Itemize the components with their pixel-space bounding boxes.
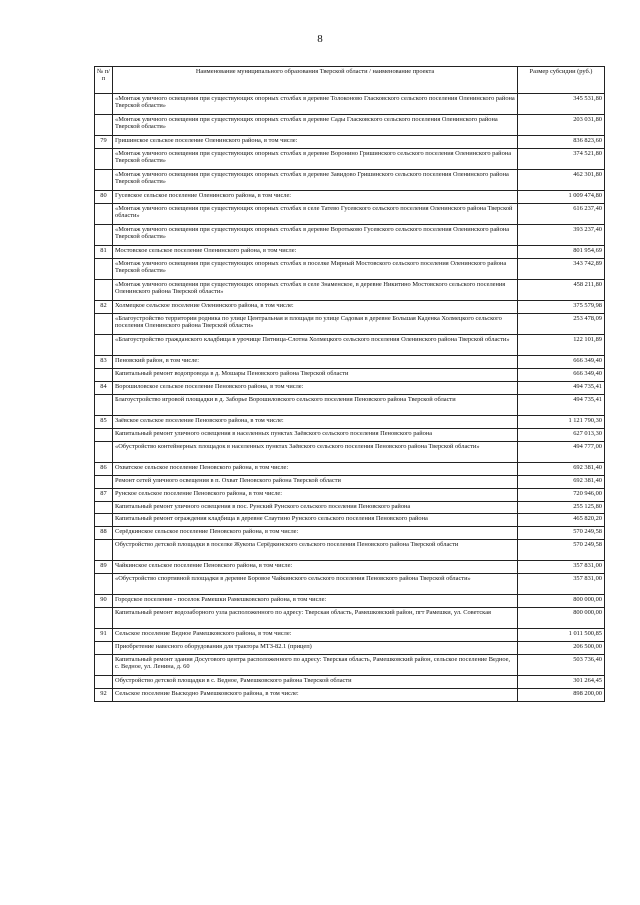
table-row xyxy=(95,94,605,115)
row-name: Серёдкинское сельское поселение Пеновского района, в том числе: xyxy=(113,527,518,540)
row-name: «Монтаж уличного освещения при существующих опорных столбах в деревне Воротьково Гусевского сельского поселения Оленинского района Тверской области» xyxy=(113,225,518,246)
table-row xyxy=(95,595,605,608)
row-number xyxy=(95,676,113,689)
row-amount: 357 831,00 xyxy=(518,561,605,574)
row-number: 85 xyxy=(95,416,113,429)
row-amount: 458 211,80 xyxy=(518,280,605,301)
row-name: Городское поселение - поселок Рамешки Рамешковского района, в том числе: xyxy=(113,595,518,608)
row-name: Ворошиловское сельское поселение Пеновского района, в том числе: xyxy=(113,382,518,395)
row-name: «Монтаж уличного освещения при существующих опорных столбах в деревне Толоконово Гласковского сельского поселения Оленинского района Тверской области» xyxy=(113,94,518,115)
table-row xyxy=(95,608,605,629)
row-amount: 627 013,30 xyxy=(518,429,605,442)
row-number xyxy=(95,225,113,246)
row-amount: 253 478,09 xyxy=(518,314,605,335)
row-number: 82 xyxy=(95,301,113,314)
row-number: 80 xyxy=(95,191,113,204)
row-name: Приобретение навесного оборудования для трактора МТЗ-82.1 (прицеп) xyxy=(113,642,518,655)
row-amount: 800 000,00 xyxy=(518,608,605,629)
table-row xyxy=(95,527,605,540)
row-number xyxy=(95,655,113,676)
row-amount: 720 946,00 xyxy=(518,489,605,502)
row-name: «Благоустройство гражданского кладбища в урочище Пятница-Слотна Холмецкого сельского поселения Оленинского района Тверской области» xyxy=(113,335,518,356)
row-amount: 666 349,40 xyxy=(518,356,605,369)
row-name: Заёвское сельское поселение Пеновского района, в том числе: xyxy=(113,416,518,429)
row-number xyxy=(95,94,113,115)
row-number: 89 xyxy=(95,561,113,574)
row-number: 87 xyxy=(95,489,113,502)
row-amount: 666 349,40 xyxy=(518,369,605,382)
row-amount: 122 101,89 xyxy=(518,335,605,356)
row-amount: 343 742,89 xyxy=(518,259,605,280)
table-row xyxy=(95,170,605,191)
row-number xyxy=(95,642,113,655)
row-number xyxy=(95,429,113,442)
row-name: Обустройство детской площадки в с. Ведное, Рамешковского района Тверской области xyxy=(113,676,518,689)
row-name: «Монтаж уличного освещения при существующих опорных столбах в деревне Воронино Гришинского сельского поселения Оленинского района Тверской области» xyxy=(113,149,518,170)
table-row xyxy=(95,259,605,280)
header-number: № п/п xyxy=(95,67,113,94)
table-row xyxy=(95,463,605,476)
row-name: Гусевское сельское поселение Оленинского района, в том числе: xyxy=(113,191,518,204)
row-name: «Монтаж уличного освещения при существующих опорных столбах в деревне Сады Гласковского сельского поселения Оленинского района Тверской области» xyxy=(113,115,518,136)
table-row xyxy=(95,561,605,574)
row-amount: 692 381,40 xyxy=(518,463,605,476)
row-name: Капитальный ремонт уличного освещения в пос. Рунский Рунского сельского поселения Пеновского района xyxy=(113,502,518,514)
row-number: 81 xyxy=(95,246,113,259)
row-amount: 301 264,45 xyxy=(518,676,605,689)
row-name: «Монтаж уличного освещения при существующих опорных столбах в поселке Мирный Мостовского сельского поселения Оленинского района Тверской области» xyxy=(113,259,518,280)
table-row xyxy=(95,489,605,502)
table-row xyxy=(95,476,605,489)
row-name: Капитальный ремонт водопровода в д. Мошары Пеновского района Тверской области xyxy=(113,369,518,382)
row-number xyxy=(95,314,113,335)
table-row xyxy=(95,416,605,429)
row-amount: 203 031,80 xyxy=(518,115,605,136)
row-name: Чайкинское сельское поселение Пеновского района, в том числе: xyxy=(113,561,518,574)
row-number xyxy=(95,574,113,595)
row-name: Благоустройство игровой площадки в д. Заборье Ворошиловского сельского поселения Пеновского района Тверской области xyxy=(113,395,518,416)
table-row xyxy=(95,502,605,514)
row-name: Холмецкое сельское поселение Оленинского района, в том числе: xyxy=(113,301,518,314)
row-name: «Обустройство контейнерных площадок в населенных пунктах Заёвского сельского поселения Пеновского района Тверской области» xyxy=(113,442,518,463)
row-name: Пеновский район, в том числе: xyxy=(113,356,518,369)
row-name: «Монтаж уличного освещения при существующих опорных столбах в селе Знаменское, в деревне Никитино Мостовского сельского поселения Оленинского района Тверской области» xyxy=(113,280,518,301)
row-number: 88 xyxy=(95,527,113,540)
row-number xyxy=(95,204,113,225)
row-number: 92 xyxy=(95,689,113,702)
table-row xyxy=(95,574,605,595)
row-number: 86 xyxy=(95,463,113,476)
row-number xyxy=(95,395,113,416)
row-number: 84 xyxy=(95,382,113,395)
row-amount: 345 531,80 xyxy=(518,94,605,115)
row-name: Рунское сельское поселение Пеновского района, в том числе: xyxy=(113,489,518,502)
row-number: 91 xyxy=(95,629,113,642)
table-row xyxy=(95,642,605,655)
row-number: 83 xyxy=(95,356,113,369)
row-name: Капитальный ремонт уличного освещения в населенных пунктах Заёвского сельского поселения Пеновского района xyxy=(113,429,518,442)
row-number xyxy=(95,608,113,629)
header-name: Наименование муниципального образования Тверской области / наименование проекта xyxy=(113,67,518,94)
row-number xyxy=(95,476,113,489)
row-name: Ремонт сетей уличного освещения в п. Охват Пеновского района Тверской области xyxy=(113,476,518,489)
table-row xyxy=(95,429,605,442)
row-amount: 570 249,58 xyxy=(518,540,605,561)
table-row xyxy=(95,540,605,561)
row-name: Мостовское сельское поселение Оленинского района, в том числе: xyxy=(113,246,518,259)
row-amount: 357 831,00 xyxy=(518,574,605,595)
table-row xyxy=(95,655,605,676)
row-number xyxy=(95,502,113,514)
table-row xyxy=(95,676,605,689)
row-amount: 801 954,69 xyxy=(518,246,605,259)
row-amount: 1 011 500,85 xyxy=(518,629,605,642)
row-amount: 836 823,60 xyxy=(518,136,605,149)
row-amount: 570 249,58 xyxy=(518,527,605,540)
header-amount: Размер субсидии (руб.) xyxy=(518,67,605,94)
row-amount: 503 736,40 xyxy=(518,655,605,676)
table-row xyxy=(95,369,605,382)
table-row xyxy=(95,225,605,246)
row-number xyxy=(95,369,113,382)
subsidy-table xyxy=(94,66,605,702)
table-row xyxy=(95,314,605,335)
row-name: «Монтаж уличного освещения при существующих опорных столбах в селе Татево Гусевского сельского поселения Оленинского района Тверской области» xyxy=(113,204,518,225)
table-row xyxy=(95,395,605,416)
table-row xyxy=(95,382,605,395)
row-name: «Обустройство спортивной площадки в деревне Боровое Чайкинского сельского поселения Пеновского района Тверской области» xyxy=(113,574,518,595)
table-row xyxy=(95,115,605,136)
row-name: Охватское сельское поселение Пеновского района, в том числе: xyxy=(113,463,518,476)
row-amount: 494 735,41 xyxy=(518,382,605,395)
row-amount: 494 735,41 xyxy=(518,395,605,416)
row-name: Капитальный ремонт водозаборного узла расположенного по адресу: Тверская область, Рамешковский район, пгт Рамешки, ул. Советская xyxy=(113,608,518,629)
row-number xyxy=(95,259,113,280)
table-row xyxy=(95,149,605,170)
row-amount: 494 777,00 xyxy=(518,442,605,463)
row-amount: 375 579,98 xyxy=(518,301,605,314)
table-header-row xyxy=(95,67,605,94)
table-row xyxy=(95,280,605,301)
table-row xyxy=(95,689,605,702)
row-amount: 393 237,40 xyxy=(518,225,605,246)
row-amount: 800 000,00 xyxy=(518,595,605,608)
table-row xyxy=(95,136,605,149)
row-number xyxy=(95,115,113,136)
row-number xyxy=(95,335,113,356)
row-name: «Благоустройство территории родника по улице Центральная и площади по улице Садовая в деревне Большая Каденка Холмецкого сельского поселения Оленинского района Тверской области» xyxy=(113,314,518,335)
table-row xyxy=(95,191,605,204)
row-number xyxy=(95,170,113,191)
row-amount: 462 301,80 xyxy=(518,170,605,191)
table-row xyxy=(95,246,605,259)
table-row xyxy=(95,356,605,369)
page-number: 8 xyxy=(317,33,323,45)
row-amount: 692 381,40 xyxy=(518,476,605,489)
table-row xyxy=(95,442,605,463)
row-amount: 374 521,80 xyxy=(518,149,605,170)
row-name: Капитальный ремонт ограждения кладбища в деревне Слаутино Рунского сельского поселения Пеновского района xyxy=(113,514,518,527)
row-name: Сельское поселение Выскодно Рамешковского района, в том числе: xyxy=(113,689,518,702)
row-amount: 206 500,00 xyxy=(518,642,605,655)
row-amount: 255 125,80 xyxy=(518,502,605,514)
row-number xyxy=(95,280,113,301)
row-amount: 616 237,40 xyxy=(518,204,605,225)
row-number xyxy=(95,540,113,561)
table-row xyxy=(95,204,605,225)
row-amount: 465 820,20 xyxy=(518,514,605,527)
table-row xyxy=(95,335,605,356)
row-number xyxy=(95,442,113,463)
row-name: Гришинское сельское поселение Оленинского района, в том числе: xyxy=(113,136,518,149)
table-row xyxy=(95,514,605,527)
row-number xyxy=(95,149,113,170)
row-amount: 898 200,00 xyxy=(518,689,605,702)
row-amount: 1 121 790,30 xyxy=(518,416,605,429)
row-amount: 1 009 474,80 xyxy=(518,191,605,204)
row-number: 90 xyxy=(95,595,113,608)
row-name: Сельское поселение Ведное Рамешковского района, в том числе: xyxy=(113,629,518,642)
table-row xyxy=(95,301,605,314)
row-number: 79 xyxy=(95,136,113,149)
table-body xyxy=(95,94,605,702)
row-name: Капитальный ремонт здания Досугового центра расположенного по адресу: Тверская область, Рамешковский район, сельское поселение Ведное, с. Ведное, ул. Ленина, д. 60 xyxy=(113,655,518,676)
row-number xyxy=(95,514,113,527)
row-name: Обустройство детской площадки в поселке Жукопа Серёдкинского сельского поселения Пеновского района Тверской области xyxy=(113,540,518,561)
row-name: «Монтаж уличного освещения при существующих опорных столбах в деревне Завидово Гришинского сельского поселения Оленинского района Тверской области» xyxy=(113,170,518,191)
table-row xyxy=(95,629,605,642)
